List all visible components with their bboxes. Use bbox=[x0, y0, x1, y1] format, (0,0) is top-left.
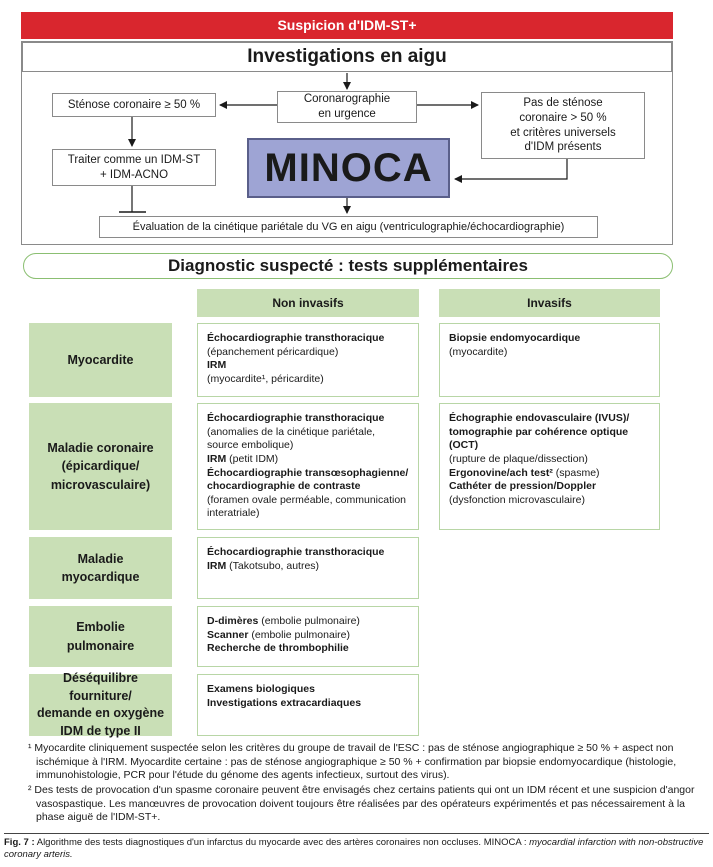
item: (épanchement péricardique) bbox=[207, 345, 339, 358]
item-bold-part: Scanner bbox=[207, 628, 249, 641]
figure-caption bbox=[4, 833, 709, 862]
minoca-label: MINOCA bbox=[264, 146, 433, 190]
item-regular-part: (petit IDM) bbox=[226, 452, 279, 465]
item: Échocardiographie transthoracique bbox=[207, 546, 385, 558]
item: (rupture de plaque/dissection) bbox=[449, 452, 588, 465]
cell-coronaire-non-invasif bbox=[197, 403, 419, 530]
item-bold-part: IRM bbox=[207, 452, 227, 465]
traiter-line2: + IDM-ACNO bbox=[99, 168, 169, 181]
item-mixed bbox=[207, 615, 410, 629]
evaluation-label: Évaluation de la cinétique pariétale du VG en aigu (ventriculographie/échocardiographie) bbox=[132, 220, 565, 233]
banner-title: Suspicion d'IDM-ST+ bbox=[21, 12, 673, 39]
cell-myocardite-invasif bbox=[439, 323, 660, 397]
cell-myocardite-non-invasif bbox=[197, 323, 419, 397]
item: Échocardiographie transœsophagienne/ bbox=[207, 466, 409, 479]
row3-label-1: Maladie bbox=[77, 551, 124, 566]
item: tomographie par cohérence optique (OCT) bbox=[449, 425, 629, 452]
row2-label-3: microvasculaire) bbox=[50, 477, 151, 492]
item-mixed bbox=[207, 629, 410, 643]
footnotes bbox=[28, 742, 698, 826]
cell-embolie-non-invasif bbox=[197, 606, 419, 667]
row-header-embolie-pulmonaire bbox=[29, 606, 172, 667]
item: Investigations extracardiaques bbox=[207, 696, 362, 709]
item-mixed bbox=[207, 560, 410, 574]
item: Cathéter de pression/Doppler bbox=[449, 480, 597, 493]
item-bold-part: Ergonovine/ach test² bbox=[449, 466, 553, 479]
caption-prefix: Fig. 7 : bbox=[4, 837, 35, 848]
item-regular-part: (Takotsubo, autres) bbox=[226, 559, 320, 572]
pas-stenose-line1: Pas de sténose bbox=[523, 96, 603, 109]
item: (myocardite¹, péricardite) bbox=[207, 372, 324, 385]
item: (foramen ovale perméable, communication bbox=[207, 493, 407, 506]
footnote-1: ¹ Myocardite cliniquement suspectée selon les critères du groupe de travail de l'ESC : pas de sténose angiographique ≥ 50 % + aspect non ischémique à l'IRM. Myocardite certaine : pas de sténose angiographique ≥ 50 % + confirmation par biopsie endomyocardique (histologie, immunohistologie, PCR pour l'étude du génome des agents infectieux, surtout des virus). bbox=[28, 742, 677, 782]
item-regular-part: (embolie pulmonaire) bbox=[248, 628, 350, 641]
traiter-line1: Traiter comme un IDM-ST bbox=[67, 153, 201, 166]
row-header-desequilibre bbox=[29, 671, 172, 738]
item: IRM bbox=[207, 359, 227, 372]
stenose-label: Sténose coronaire ≥ 50 % bbox=[67, 98, 201, 111]
item: interatriale) bbox=[207, 507, 260, 520]
item: Échocardiographie transthoracique bbox=[207, 412, 385, 424]
row1-label: Myocardite bbox=[67, 352, 134, 367]
coro-line2: en urgence bbox=[318, 108, 376, 120]
row-header-myocardite bbox=[29, 323, 172, 397]
item: Échocardiographie transthoracique bbox=[207, 332, 385, 344]
row-header-maladie-coronaire bbox=[29, 403, 172, 530]
row2-label-1: Maladie coronaire bbox=[47, 441, 154, 456]
item: Recherche de thrombophilie bbox=[207, 642, 349, 655]
item-regular-part: (embolie pulmonaire) bbox=[258, 615, 360, 627]
row5-label-2: demande en oxygène bbox=[36, 706, 165, 720]
row5-label-1: Déséquilibre fourniture/ bbox=[62, 671, 139, 703]
item: (myocardite) bbox=[449, 345, 508, 358]
row5-label-3: IDM de type II bbox=[60, 723, 141, 738]
row4-label-1: Embolie bbox=[76, 620, 125, 635]
row4-label-2: pulmonaire bbox=[66, 638, 135, 653]
pas-stenose-line2: coronaire > 50 % bbox=[519, 111, 607, 124]
footnote-2: ² Des tests de provocation d'un spasme coronaire peuvent être envisagés chez certains patients qui ont un IDM récent et une suspicion d'angor vasospastique. Les manœuvres de provocation doivent toujours être réalisées par des opérateurs expérimentés et pas nécessairement à la phase aiguë de l'IDM-ST+. bbox=[28, 783, 695, 824]
cell-desequilibre-non-invasif bbox=[197, 674, 419, 736]
diagnostic-title: Diagnostic suspecté : tests supplémentaires bbox=[23, 253, 673, 279]
col-header-invasifs: Invasifs bbox=[439, 289, 660, 317]
item: Échographie endovasculaire (IVUS)/ bbox=[449, 412, 630, 424]
item-bold-part: D-dimères bbox=[207, 615, 259, 627]
item-regular-part: (spasme) bbox=[552, 466, 600, 479]
item: source embolique) bbox=[207, 439, 294, 452]
item-mixed bbox=[449, 467, 651, 481]
item: Examens biologiques bbox=[207, 683, 315, 695]
pas-stenose-line4: d'IDM présents bbox=[524, 141, 602, 154]
row2-label-2: (épicardique/ bbox=[61, 459, 140, 474]
arrow-passtenose-to-minoca bbox=[455, 159, 567, 179]
item-bold-part: IRM bbox=[207, 559, 227, 572]
item: (dysfonction microvasculaire) bbox=[449, 493, 585, 506]
cell-myocardique-non-invasif bbox=[197, 537, 419, 599]
caption-italic: myocardial infarction with non-obstructive coronary arteris. bbox=[4, 837, 704, 861]
col-header-non-invasifs: Non invasifs bbox=[197, 289, 419, 317]
item: chocardiographie de contraste bbox=[207, 480, 361, 493]
investigations-title: Investigations en aigu bbox=[22, 42, 672, 72]
item-mixed bbox=[207, 453, 410, 467]
coro-line1: Coronarographie bbox=[303, 93, 391, 106]
caption-text: Algorithme des tests diagnostiques d'un infarctus du myocarde avec des artères coronaires non occluses. MINOCA : bbox=[34, 837, 530, 848]
cell-coronaire-invasif bbox=[439, 403, 660, 530]
pas-stenose-line3: et critères universels bbox=[510, 126, 616, 139]
row3-label-2: myocardique bbox=[61, 570, 140, 584]
item: Biopsie endomyocardique bbox=[449, 332, 581, 344]
row-header-maladie-myocardique bbox=[29, 537, 172, 599]
item: (anomalies de la cinétique pariétale, bbox=[207, 425, 376, 438]
